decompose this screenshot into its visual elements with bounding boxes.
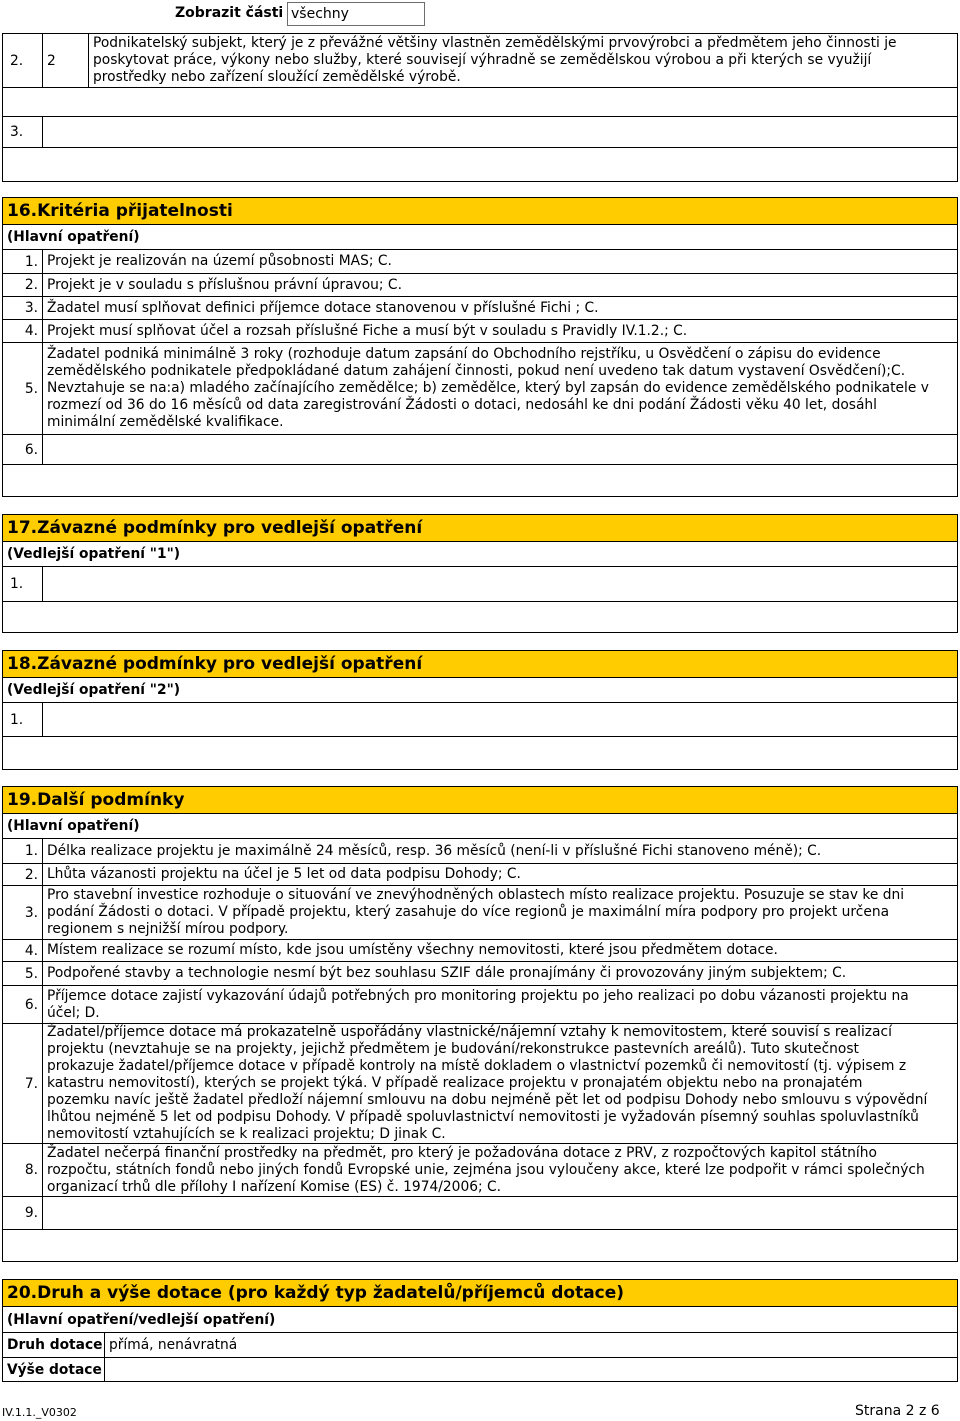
item-number: 6. (3, 435, 43, 464)
item-number: 5. (3, 343, 43, 434)
text-line: prokazuje žadatel/příjemce dotace v případě kontroly na místě dokladem o vlastnictví pozemků či nemovitostí (tj. výpisem z (47, 1058, 907, 1074)
list-item (2, 962, 958, 986)
table-row (2, 34, 958, 88)
text-line: Žadatel nečerpá finanční prostředky na předmět, pro který je požadována dotace z PRV, z rozpočtových kapitol státního (47, 1144, 877, 1161)
item-text (43, 1197, 957, 1229)
list-item (2, 343, 958, 435)
list-item (2, 320, 958, 343)
text-line: Podpořené stavby a technologie nesmí být bez souhlasu SZIF dále pronajímány či provozovány jiným subjektem; C. (47, 965, 847, 981)
empty-row (2, 88, 958, 117)
row-label: Výše dotace (3, 1358, 105, 1381)
list-item (2, 567, 958, 602)
item-number: 1. (3, 250, 43, 273)
section-16-eligibility-criteria (2, 197, 958, 497)
text-line: nemovitostí vztahujících se k realizaci projektu; D jinak C. (47, 1126, 446, 1142)
list-item (2, 986, 958, 1024)
section-header (2, 787, 958, 814)
item-text (43, 703, 957, 736)
text-line: Místem realizace se rozumí místo, kde jsou umístěny všechny nemovitosti, které jsou předmětem dotace. (47, 942, 778, 958)
item-number: 2. (3, 274, 43, 296)
item-text (43, 864, 957, 885)
section-subtitle: (Hlavní opatření/vedlejší opatření) (7, 1311, 276, 1328)
text-line: prostředky nebo zařízení sloužící zemědělské výrobě. (93, 69, 461, 85)
section-subtitle: (Hlavní opatření) (7, 229, 140, 245)
item-text (43, 435, 957, 464)
item-text (43, 886, 957, 939)
item-text (43, 250, 957, 273)
section-header (2, 515, 958, 542)
text-line: rozpočtu, státních fondů nebo jiných fondů Evropské unie, zejména jsou vyloučeny akce, které lze podpořit v rámci společných (47, 1161, 925, 1178)
item-number: 8. (3, 1144, 43, 1196)
item-number: 7. (3, 1024, 43, 1143)
text-line: Projekt je realizován na území působnosti MAS; C. (47, 253, 392, 269)
text-line: Žadatel podniká minimálně 3 roky (rozhoduje datum zapsání do Obchodního rejstříku, u Osvědčení o zápisu do evidence (47, 346, 881, 362)
list-item (2, 435, 958, 465)
item-number: 4. (3, 940, 43, 961)
item-text (43, 567, 957, 601)
filter-label: Zobrazit části (175, 5, 284, 21)
item-text (43, 320, 957, 342)
list-item (2, 250, 958, 274)
item-number: 1. (3, 567, 43, 601)
item-number: 3. (3, 886, 43, 939)
section-subheader (2, 542, 958, 567)
section-19-other-conditions (2, 786, 958, 1262)
empty-row (2, 737, 958, 770)
section-header (2, 1280, 958, 1307)
empty-row (2, 602, 958, 633)
section-title: 16.Kritéria přijatelnosti (7, 201, 233, 221)
list-item (2, 1144, 958, 1197)
conditions-table (2, 33, 958, 182)
item-text (43, 962, 957, 985)
text-line: Podnikatelský subjekt, který je z převážné většiny vlastněn zemědělskými prvovýrobci a předmětem jeho činnosti je (93, 35, 897, 51)
table-row (2, 1333, 958, 1358)
list-item (2, 1024, 958, 1144)
text-line: Pro stavební investice rozhoduje o situování ve znevýhodněných oblastech místo realizace projektu. Posuzuje se stav ke dni (47, 887, 905, 903)
row-number: 2. (3, 34, 43, 87)
item-text (43, 1024, 957, 1143)
list-item (2, 1197, 958, 1230)
page-number: Strana 2 z 6 (855, 1403, 940, 1419)
section-title: 20.Druh a výše dotace (pro každý typ žadatelů/příjemců dotace) (7, 1283, 625, 1303)
text-line: podání Žádosti o dotaci. V případě projektu, který zasahuje do více regionů je maximální míra podpory pro projekt určena (47, 904, 890, 920)
text-line: poskytovat práce, výkony nebo služby, které souvisejí výhradně se zemědělskou výrobou a při kterých se využijí (93, 52, 872, 68)
row-label: Druh dotace (3, 1333, 105, 1357)
empty-row (2, 465, 958, 497)
row-text (89, 34, 957, 87)
section-subtitle: (Vedlejší opatření "1") (7, 546, 181, 562)
row-code: 2 (43, 34, 89, 87)
text-line: rozmezí od 36 do 16 měsíců od data zaregistrování Žádosti o dotaci, nedosáhl ke dni podání Žádosti věku 40 let, dosáhl (47, 397, 877, 413)
item-number: 3. (3, 297, 43, 319)
text-line: účel; D. (47, 1004, 100, 1021)
list-item (2, 274, 958, 297)
text-line: Příjemce dotace zajistí vykazování údajů potřebných pro monitoring projektu po jeho realizaci po dobu vázanosti projektu na (47, 987, 909, 1004)
item-number: 5. (3, 962, 43, 985)
list-item (2, 940, 958, 962)
section-title: 18.Závazné podmínky pro vedlejší opatření (7, 654, 423, 674)
item-number: 1. (3, 703, 43, 736)
section-17-secondary-conditions (2, 514, 958, 633)
item-text (43, 274, 957, 296)
item-number: 4. (3, 320, 43, 342)
text-line: Projekt musí splňovat účel a rozsah příslušné Fiche a musí být v souladu s Pravidly IV.1.2.; C. (47, 322, 688, 339)
row-value (105, 1358, 957, 1381)
text-line: zemědělského podnikatele předpokládané datum zahájení činnosti, pokud není uvedeno tak datum vystavení Osvědčení);C. (47, 363, 906, 379)
item-text (43, 940, 957, 961)
text-line: minimální zemědělské kvalifikace. (47, 414, 284, 430)
section-18-secondary-conditions (2, 650, 958, 770)
document-version-code: IV.1.1._V0302 (2, 1406, 77, 1419)
text-line: pozemku navíc ještě žadatel předloží nájemní smlouvu na dobu nejméně pět let od podpisu Dohody nebo smlouvu s výpovědní (47, 1092, 928, 1108)
section-subtitle: (Vedlejší opatření "2") (7, 682, 181, 698)
list-item (2, 703, 958, 737)
item-text (43, 297, 957, 319)
table-row (2, 117, 958, 148)
section-subheader (2, 225, 958, 250)
item-number: 2. (3, 864, 43, 885)
list-item (2, 864, 958, 886)
item-number: 1. (3, 839, 43, 863)
text-line: projektu (nevztahuje se na projekty, jejichž předmětem je budování/rekonstrukce pastevních areálů). Tuto skutečnost (47, 1041, 859, 1057)
item-number: 9. (3, 1197, 43, 1229)
text-line: Délka realizace projektu je maximálně 24 měsíců, resp. 36 měsíců (není-li v příslušné Fichi stanoveno méně); C. (47, 842, 822, 859)
empty-row (2, 148, 958, 182)
text-line: regionem s nejnižší mírou podpory. (47, 921, 289, 937)
list-item (2, 297, 958, 320)
section-title: 19.Další podmínky (7, 790, 185, 810)
section-subtitle: (Hlavní opatření) (7, 818, 140, 834)
text-line: Projekt je v souladu s příslušnou právní úpravou; C. (47, 276, 402, 293)
item-number: 6. (3, 986, 43, 1023)
row-text (43, 117, 957, 147)
list-item (2, 886, 958, 940)
section-20-subsidy-type-amount (2, 1279, 958, 1382)
list-item (2, 839, 958, 864)
section-title: 17.Závazné podmínky pro vedlejší opatření (7, 518, 423, 538)
item-text (43, 1144, 957, 1196)
section-subheader (2, 1307, 958, 1333)
item-text (43, 839, 957, 863)
section-header (2, 198, 958, 225)
table-row (2, 1358, 958, 1382)
section-subheader (2, 814, 958, 839)
row-value: přímá, nenávratná (109, 1337, 238, 1353)
section-header (2, 651, 958, 678)
text-line: Žadatel/příjemce dotace má prokazatelně uspořádány vlastnické/nájemní vztahy k nemovitostem, které souvisí s realizací (47, 1024, 892, 1040)
text-line: organizací trhů dle přílohy I nařízení Komise (ES) č. 1974/2006; C. (47, 1178, 502, 1195)
empty-row (2, 1230, 958, 1262)
item-text (43, 343, 957, 434)
section-subheader (2, 678, 958, 703)
item-text (43, 986, 957, 1023)
row-number: 3. (3, 117, 43, 147)
text-line: lhůtou nejméně 5 let od podpisu Dohody. V případě spoluvlastnictví nemovitosti je vyžadován písemný souhlas spoluvlastníků (47, 1109, 919, 1125)
text-line: Žadatel musí splňovat definici příjemce dotace stanovenou v příslušné Fichi ; C. (47, 299, 599, 316)
text-line: katastru nemovitostí), kterých se projekt týká. V případě realizace projektu v pronajatém objektu nebo na pronajatém (47, 1075, 863, 1091)
text-line: Nevztahuje se na:a) mladého začínajícího zemědělce; b) zemědělce, který byl zapsán do evidence zemědělského podnikatele v (47, 380, 929, 396)
sections-filter-select[interactable]: všechny (287, 2, 425, 26)
text-line: Lhůta vázanosti projektu na účel je 5 let od data podpisu Dohody; C. (47, 866, 521, 882)
